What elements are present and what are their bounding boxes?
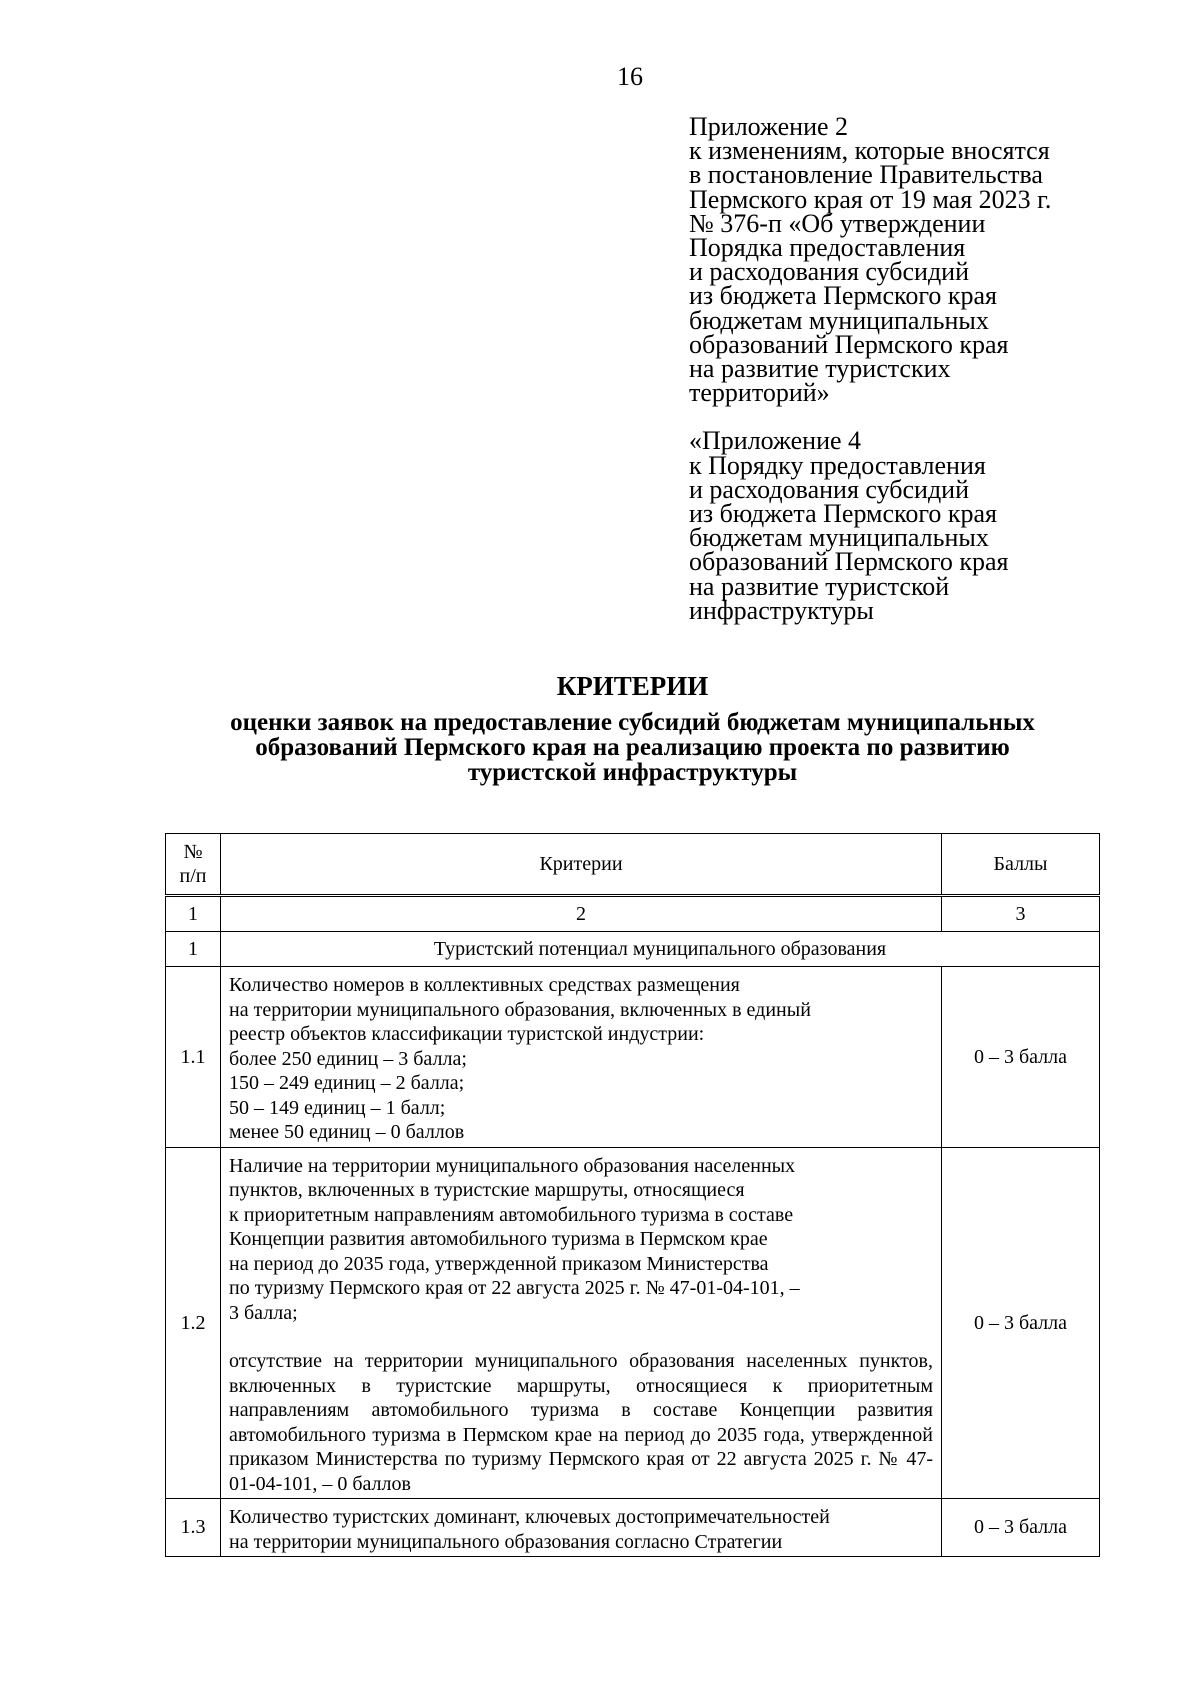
column-number: 2 — [221, 896, 942, 932]
row-number: 1.2 — [166, 1147, 221, 1499]
criteria-table — [165, 833, 1100, 1557]
criteria-line: на период до 2035 года, утвержденной приказом Министерства — [229, 1252, 769, 1275]
criteria-line: реестр объектов классификации туристской индустрии: — [229, 1023, 705, 1045]
annex-line: в постановление Правительства — [689, 160, 1043, 190]
annex-line: к Порядку предоставления — [689, 450, 986, 480]
annex-line: Порядка предоставления — [689, 233, 966, 263]
annex-line: на развитие туристских — [689, 354, 951, 384]
column-number-row — [166, 896, 1100, 932]
annex-block-2 — [689, 426, 1109, 625]
annex-line: бюджетам муниципальных — [689, 523, 989, 553]
annex-line: образований Пермского края — [689, 547, 1009, 577]
annex-line: из бюджета Пермского края — [689, 281, 998, 311]
row-number: 1.1 — [166, 967, 221, 1148]
annex-block-1 — [689, 112, 1109, 408]
row-criteria — [221, 967, 942, 1148]
annex-line: образований Пермского края — [689, 329, 1009, 359]
annex-line: Пермского края от 19 мая 2023 г. — [689, 184, 1052, 214]
criteria-line: Концепции развития автомобильного туризма в Пермском крае — [229, 1228, 768, 1250]
row-points: 0 – 3 балла — [942, 1499, 1100, 1557]
criteria-line: Наличие на территории муниципального образования населенных — [229, 1154, 796, 1177]
criteria-line: 3 балла; — [229, 1301, 298, 1324]
row-points: 0 – 3 балла — [942, 1147, 1100, 1499]
document-title: КРИТЕРИИ — [556, 671, 709, 701]
criteria-line: на территории муниципального образования, включенных в единый — [229, 998, 811, 1021]
row-criteria — [221, 1147, 942, 1499]
annex-line: к изменениям, которые вносятся — [689, 136, 1050, 166]
subtitle-line: образований Пермского края на реализацию проекта по развитию — [255, 734, 1010, 761]
annex-line: инфраструктуры — [689, 595, 874, 625]
table-row — [166, 1499, 1100, 1557]
header-criteria: Критерии — [221, 834, 942, 896]
criteria-line: 50 – 149 единиц – 1 балл; — [229, 1096, 446, 1119]
row-criteria — [221, 1499, 942, 1557]
column-number: 3 — [942, 896, 1100, 932]
subtitle-line: туристской инфраструктуры — [467, 759, 798, 786]
annex-line: территорий» — [689, 378, 830, 408]
annex-line: Приложение 2 — [689, 112, 849, 141]
annex-line: и расходования субсидий — [689, 257, 969, 287]
column-number: 1 — [166, 896, 221, 932]
paragraph-gap — [229, 1325, 933, 1349]
section-number: 1 — [166, 932, 221, 967]
criteria-line: 150 – 249 единиц – 2 балла; — [229, 1072, 465, 1094]
criteria-line: пунктов, включенных в туристские маршруты, относящиеся — [229, 1179, 745, 1201]
annex-line: № 376-п «Об утверждении — [689, 208, 986, 238]
criteria-paragraph: отсутствие на территории муниципального образования населенных пунктов, включенных в туристские маршруты, относящиеся к приоритетным направлениям автомобильного туризма в составе Концепции развития автомобильного туризма в Пермском крае на период до 2035 года, утвержденной приказом Министерства по туризму Пермского края от 22 августа 2025 г. № 47-01-04-101, – 0 баллов — [229, 1350, 933, 1495]
annex-line: и расходования субсидий — [689, 474, 969, 504]
subtitle-line: оценки заявок на предоставление субсидий бюджетам муниципальных — [230, 709, 1035, 736]
header-number-line2: п/п — [179, 865, 207, 887]
criteria-line: Количество туристских доминант, ключевых достопримечательностей — [229, 1506, 830, 1528]
section-row — [166, 932, 1100, 967]
annex-line: из бюджета Пермского края — [689, 499, 998, 529]
row-points: 0 – 3 балла — [942, 967, 1100, 1148]
document-subtitle — [160, 710, 1105, 785]
section-title: Туристский потенциал муниципального образования — [221, 932, 1100, 967]
annex-line: «Приложение 4 — [689, 426, 862, 456]
criteria-line: более 250 единиц – 3 балла; — [229, 1047, 467, 1070]
criteria-line: на территории муниципального образования согласно Стратегии — [229, 1530, 783, 1553]
table-row — [166, 967, 1100, 1148]
header-number-line1: № — [183, 840, 203, 863]
criteria-line: менее 50 единиц – 0 баллов — [229, 1121, 465, 1143]
header-points: Баллы — [942, 834, 1100, 896]
criteria-line: по туризму Пермского края от 22 августа 2025 г. № 47-01-04-101, – — [229, 1277, 800, 1299]
page-number: 16 — [617, 62, 643, 91]
criteria-line: Количество номеров в коллективных средствах размещения — [229, 974, 740, 996]
header-number — [166, 834, 221, 896]
annex-header — [689, 112, 1109, 625]
table-row — [166, 1147, 1100, 1499]
table-header-row — [166, 834, 1100, 896]
criteria-line: к приоритетным направлениям автомобильного туризма в составе — [229, 1203, 794, 1226]
row-number: 1.3 — [166, 1499, 221, 1557]
annex-line: бюджетам муниципальных — [689, 305, 989, 335]
annex-line: на развитие туристской — [689, 571, 950, 601]
